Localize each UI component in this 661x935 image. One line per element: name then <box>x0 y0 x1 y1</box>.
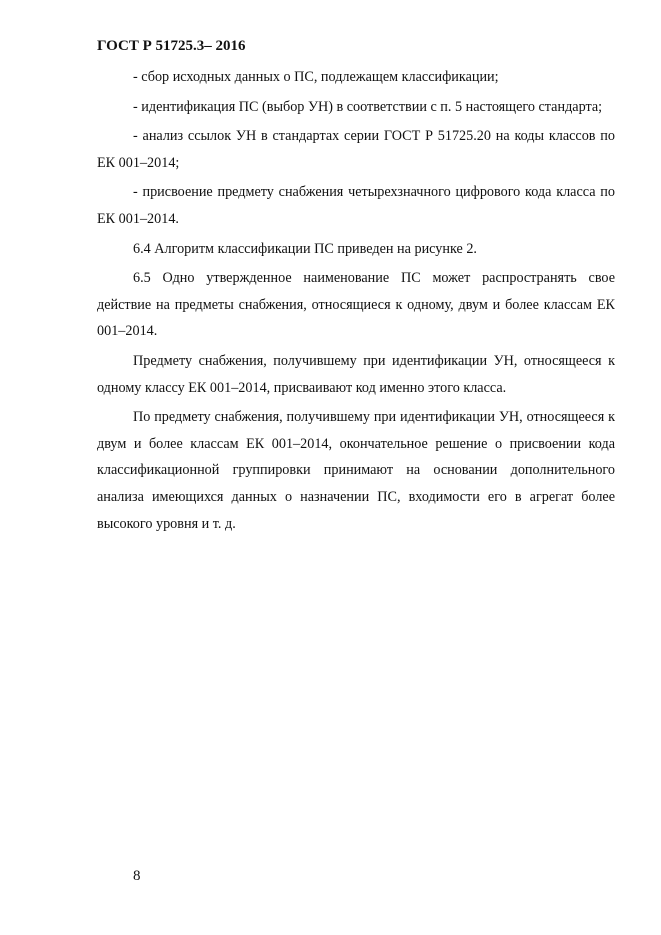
document-header: ГОСТ Р 51725.3– 2016 <box>97 38 246 54</box>
paragraph-multiple-classes: По предмету снабжения, получившему при идентификации УН, относящееся к двум и более классам ЕК 001–2014, окончательное решение о присвоении кода классификационной группировки принимают на основании дополнительного анализа имеющихся данных о назначении ПС, входимости его в агрегат более высокого уровня и т. д. <box>97 409 615 532</box>
list-item-data-collection: - сбор исходных данных о ПС, подлежащем классификации; <box>133 69 499 85</box>
list-item-identification: - идентификация ПС (выбор УН) в соответствии с п. 5 настоящего стандарта; <box>133 98 603 115</box>
list-item-code-assignment: - присвоение предмету снабжения четырехзначного цифрового кода класса по ЕК 001–2014. <box>97 184 615 227</box>
paragraph-6-4: 6.4 Алгоритм классификации ПС приведен на рисунке 2. <box>133 240 477 257</box>
paragraph-single-class: Предмету снабжения, получившему при идентификации УН, относящееся к одному классу ЕК 001–2014, присваивают код именно этого класса. <box>97 352 615 396</box>
list-item-reference-analysis: - анализ ссылок УН в стандартах серии ГОСТ Р 51725.20 на коды классов по ЕК 001–2014; <box>97 128 615 171</box>
document-body <box>97 64 615 540</box>
paragraph-6-5: 6.5 Одно утвержденное наименование ПС может распространять свое действие на предметы снабжения, относящиеся к одному, двум и более классам ЕК 001–2014. <box>97 270 615 340</box>
page-number: 8 <box>133 868 141 884</box>
